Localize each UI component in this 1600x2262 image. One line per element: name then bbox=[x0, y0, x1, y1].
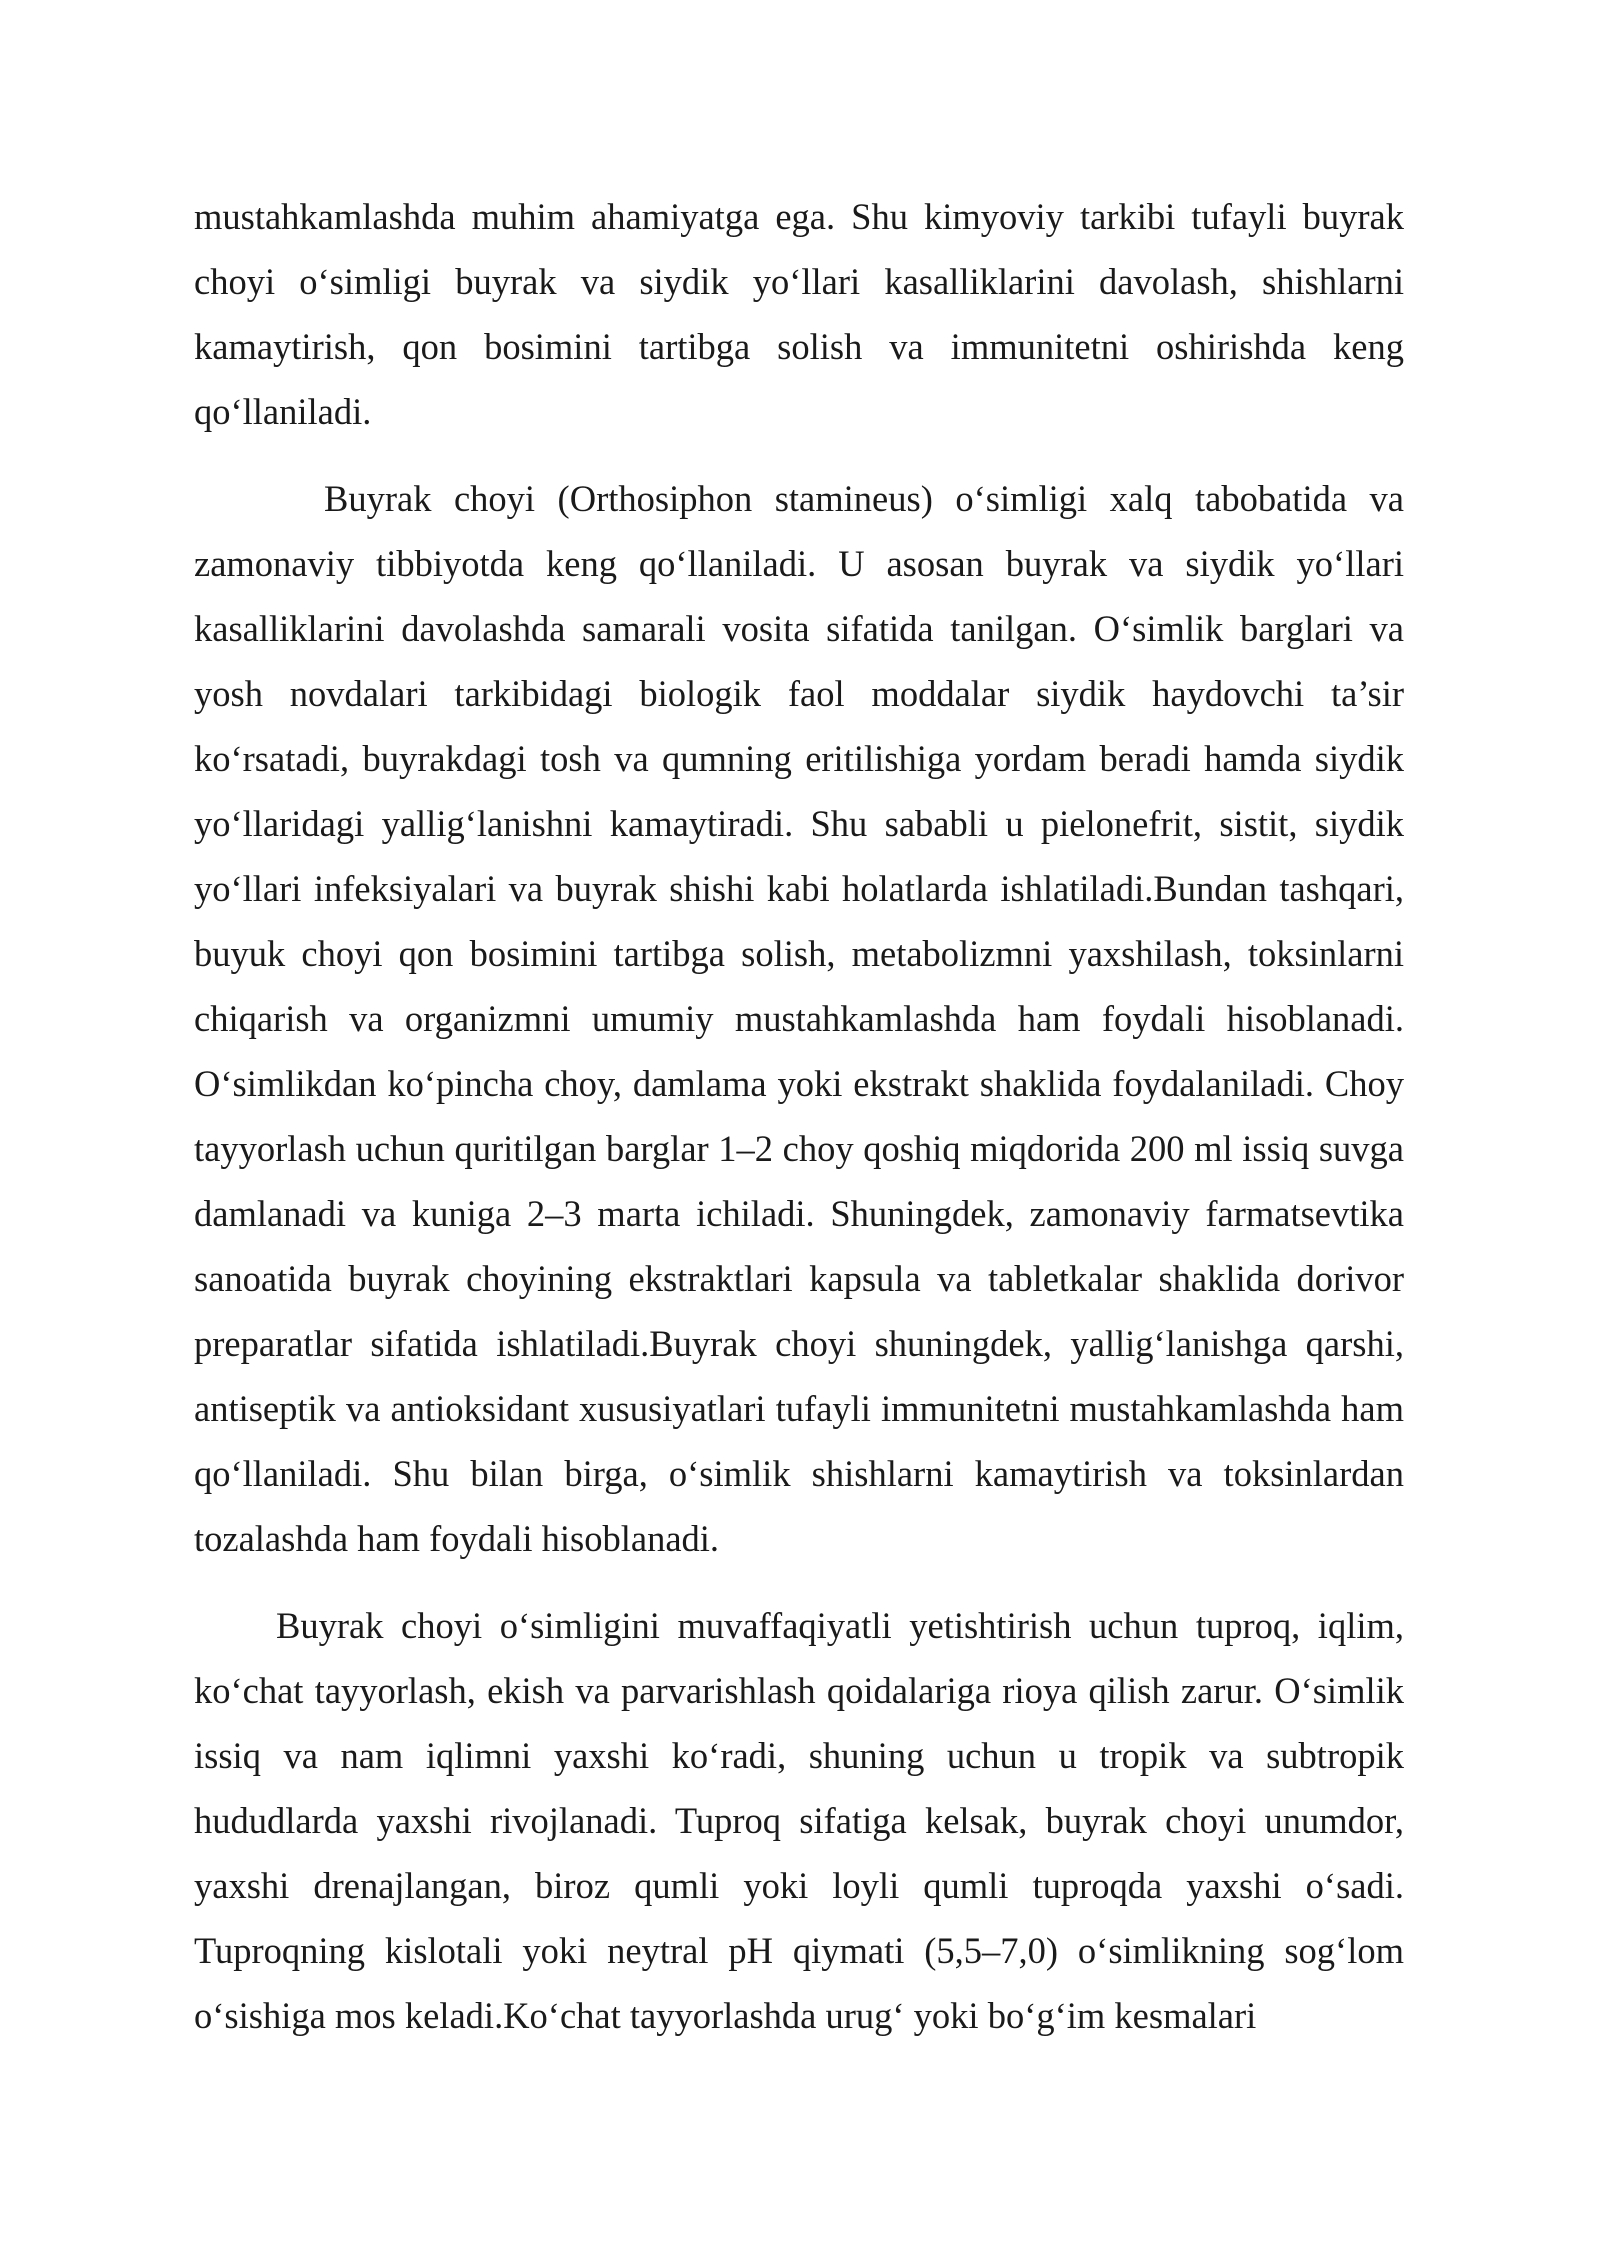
body-text bbox=[194, 184, 1404, 2070]
paragraph-uses: Buyrak choyi (Orthosiphon stamineus) o‘simligi xalq tabobatida va zamonaviy tibbiyotda keng qo‘llaniladi. U asosan buyrak va siydik yo‘llari kasalliklarini davolashda samarali vosita sifatida tanilgan. O‘simlik barglari va yosh novdalari tarkibidagi biologik faol moddalar siydik haydovchi ta’sir ko‘rsatadi, buyrakdagi tosh va qumning eritilishiga yordam beradi hamda siydik yo‘llaridagi yallig‘lanishni kamaytiradi. Shu sababli u pielonefrit, sistit, siydik yo‘llari infeksiyalari va buyrak shishi kabi holatlarda ishlatiladi.Bundan tashqari, buyuk choyi qon bosimini tartibga solish, metabolizmni yaxshilash, toksinlarni chiqarish va organizmni umumiy mustahkamlashda ham foydali hisoblanadi. O‘simlikdan ko‘pincha choy, damlama yoki ekstrakt shaklida foydalaniladi. Choy tayyorlash uchun quritilgan barglar 1–2 choy qoshiq miqdorida 200 ml issiq suvga damlanadi va kuniga 2–3 marta ichiladi. Shuningdek, zamonaviy farmatsevtika sanoatida buyrak choyining ekstraktlari kapsula va tabletkalar shaklida dorivor preparatlar sifatida ishlatiladi.Buyrak choyi shuningdek, yallig‘lanishga qarshi, antiseptik va antioksidant xususiyatlari tufayli immunitetni mustahkamlashda ham qo‘llaniladi. Shu bilan birga, o‘simlik shishlarni kamaytirish va toksinlardan tozalashda ham foydali hisoblanadi. bbox=[194, 478, 1404, 1559]
paragraph-continuation: mustahkamlashda muhim ahamiyatga ega. Shu kimyoviy tarkibi tufayli buyrak choyi o‘simligi buyrak va siydik yo‘llari kasalliklarini davolash, shishlarni kamaytirish, qon bosimini tartibga solish va immunitetni oshirishda keng qo‘llaniladi. bbox=[194, 196, 1404, 432]
paragraph-cultivation: Buyrak choyi o‘simligini muvaffaqiyatli yetishtirish uchun tuproq, iqlim, ko‘chat tayyorlash, ekish va parvarishlash qoidalariga rioya qilish zarur. O‘simlik issiq va nam iqlimni yaxshi ko‘radi, shuning uchun u tropik va subtropik hududlarda yaxshi rivojlanadi. Tuproq sifatiga kelsak, buyrak choyi unumdor, yaxshi drenajlangan, biroz qumli yoki loyli qumli tuproqda yaxshi o‘sadi. Tuproqning kislotali yoki neytral pH qiymati (5,5–7,0) o‘simlikning sog‘lom o‘sishiga mos keladi.Ko‘chat tayyorlashda urug‘ yoki bo‘g‘im kesmalari bbox=[194, 1605, 1404, 2036]
